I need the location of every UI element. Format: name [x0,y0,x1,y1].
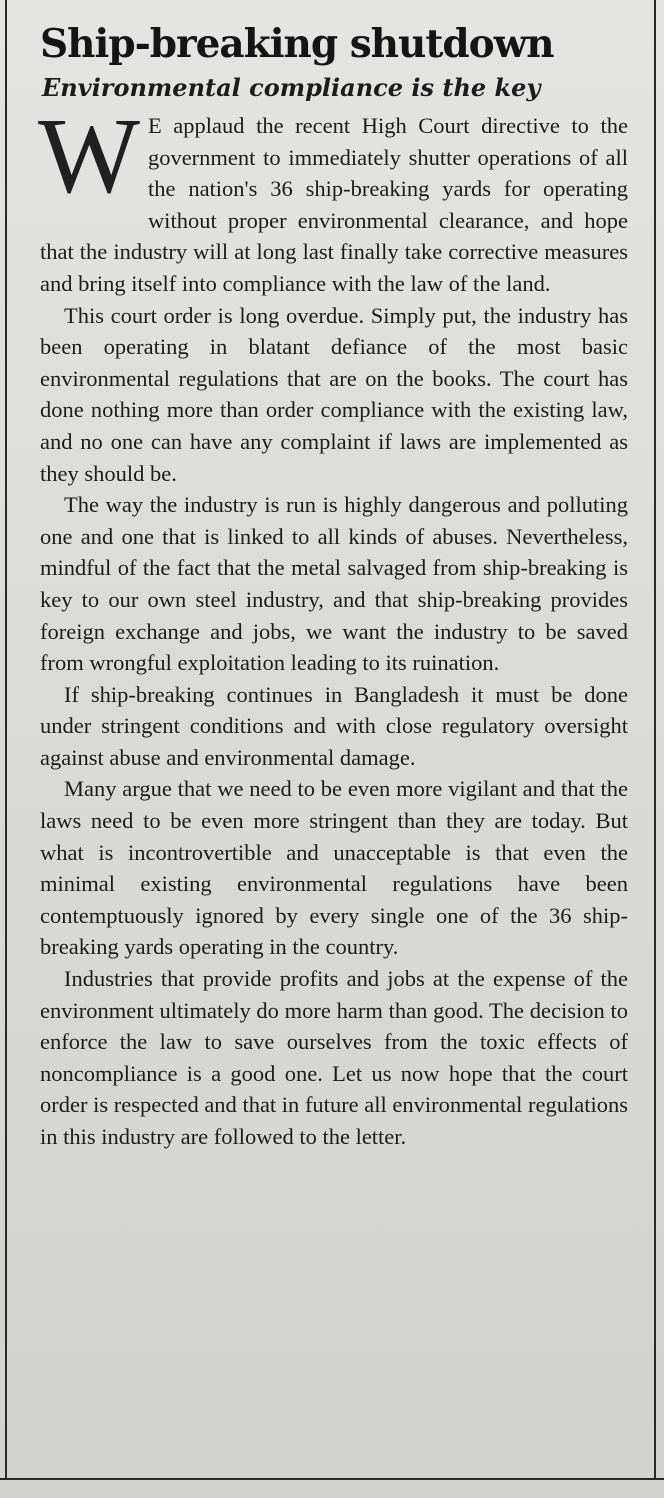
paragraph-6: Industries that provide profits and jobs at the expense of the environment ultimately do more harm than good. The decision to enforce the law to save ourselves from the toxic effects of noncompliance is a good one. Let us now hope that the court order is respected and that in future all environmental regulations in this industry are followed to the letter. [40,966,628,1149]
headline: Ship-breaking shutdown [40,21,554,67]
column-rule-bottom [0,1478,664,1480]
column-rule-right [654,0,656,1480]
editorial-article [40,18,628,1153]
paragraph-1-text: applaud the recent High Court directive to the government to immediately shutter operations of all the nation's 36 ship-breaking yards for operating without proper environmental clearance, and hope that the industry will at long last finally take corrective measures and bring itself into compliance with the law of the land. [40,113,628,296]
drop-cap: W [38,97,140,216]
lead-capital: E [147,113,162,138]
subheadline: Environmental compliance is the key [42,73,541,102]
column-rule-left [5,0,7,1480]
paragraph-5: Many argue that we need to be even more vigilant and that the laws need to be even more stringent than they are today. But what is incontrovertible and unacceptable is that even the minimal existing environmental regulations have been contemptuously ignored by every single one of the 36 ship-breaking yards operating in the country. [40,776,628,960]
article-body [38,97,628,1153]
paragraph-1 [38,97,628,300]
paragraph-3: The way the industry is run is highly dangerous and polluting one and one that is linked to all kinds of abuses. Nevertheless, mindful of the fact that the metal salvaged from ship-breaking is key to our own steel industry, and that ship-breaking provides foreign exchange and jobs, we want the industry to be saved from wrongful exploitation leading to its ruination. [40,492,628,676]
paragraph-4: If ship-breaking continues in Bangladesh it must be done under stringent conditions and with close regulatory oversight against abuse and environmental damage. [40,681,628,770]
paragraph-2: This court order is long overdue. Simply put, the industry has been operating in blatant defiance of the most basic environmental regulations that are on the books. The court has done nothing more than order compliance with the existing law, and no one can have any complaint if laws are implemented as they should be. [40,302,628,486]
